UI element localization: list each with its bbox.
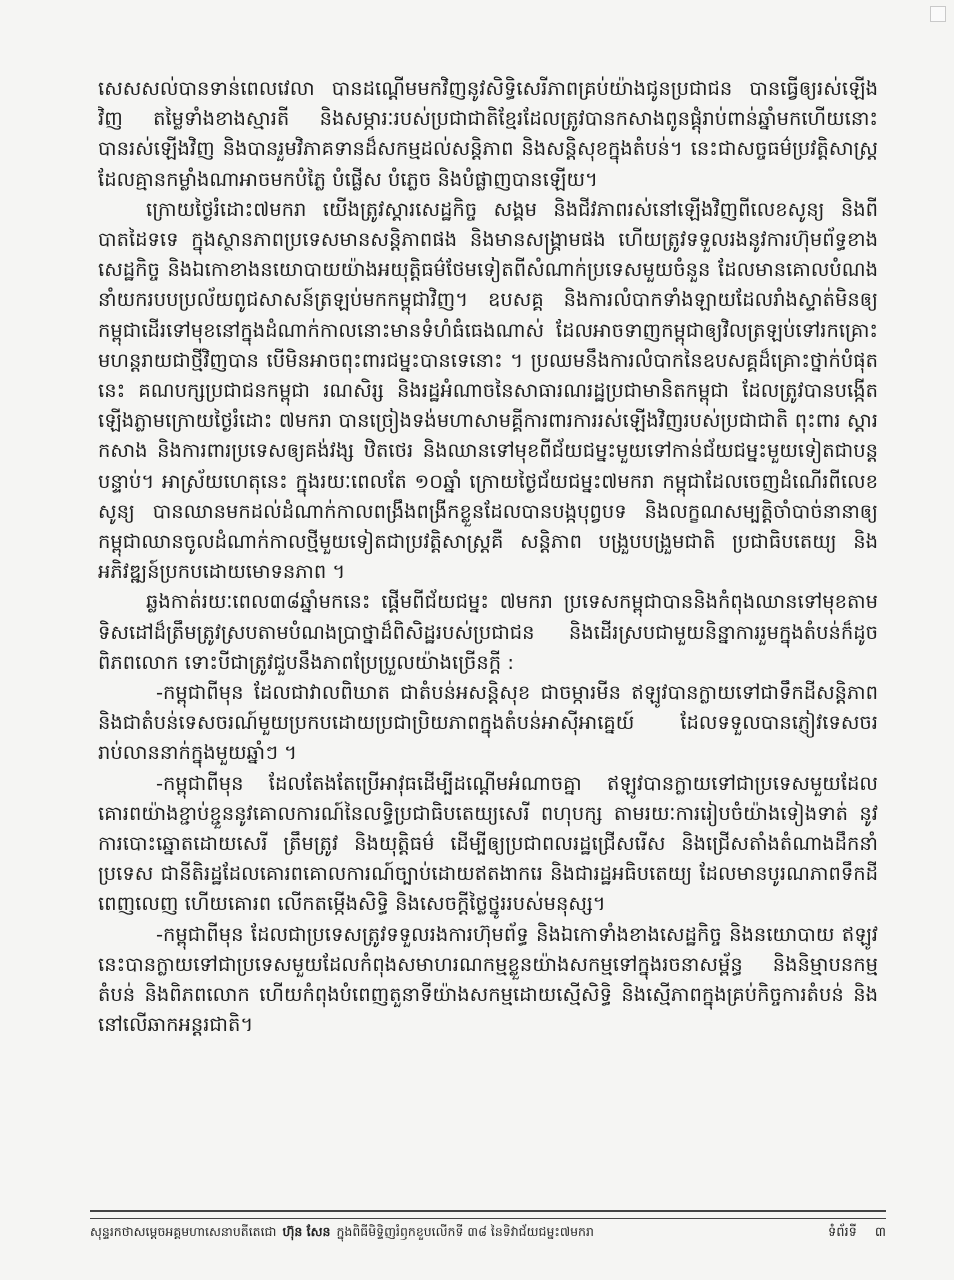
footer-speech-title: សុន្ទរកថាសម្តេចអគ្គមហាសេនាបតីតេជោ [90,1224,277,1239]
paragraph-38-years: ឆ្លងកាត់រយៈពេល៣៨ឆ្នាំមកនេះ ផ្តើមពីជ័យជម្នះ ៧មករា ប្រទេសកម្ពុជាបាននិងកំពុងឈានទៅមុខតាមទិសដៅដ៏ត្រឹមត្រូវស្របតាមបំណងប្រាថ្នាដ៏ពិសិដ្ឋរបស់ប្រជាជន និងដើរស្របជាមួយនិន្នាការរួមក្នុងតំបន់ក៏ដូចពិភពលោក ទោះបីជាត្រូវជួបនឹងភាពប្រែប្រួលយ៉ាងច្រើនក្តី : [98,590,878,674]
page-label: ទំព័រទី [828,1225,857,1240]
page-number: ៣ [874,1225,886,1240]
footer-speaker-name: ហ៊ុន សែន [282,1224,331,1239]
page-number-block [810,1224,886,1243]
bullet-peace-tourism: -កម្ពុជាពីមុន ដែលជាវាលពិឃាត ជាតំបន់អសន្តិសុខ ជាចម្ការមីន ឥឡូវបានក្លាយទៅជាទឹកដីសន្តិភាព និងជាតំបន់ទេសចរណ៍មួយប្រកបដោយប្រជាប្រិយភាពក្នុងតំបន់អាស៊ីអាគ្នេយ៍ ដែលទទួលបានភ្ញៀវទេសចររាប់លាននាក់ក្នុងមួយឆ្នាំៗ ។ [98,681,878,765]
paragraph-continuation: សេសសល់បានទាន់ពេលវេលា បានដណ្តើមមកវិញនូវសិទ្ធិសេរីភាពគ្រប់យ៉ាងជូនប្រជាជន បានធ្វើឲ្យរស់ឡើងវិញ តម្លៃទាំងខាងស្មារតី និងសម្ភារៈរបស់ប្រជាជាតិខ្មែរដែលត្រូវបានកសាងពូនផ្តុំរាប់ពាន់ឆ្នាំមកហើយនោះ បានរស់ឡើងវិញ និងបានរួមវិភាគទានដ៏សកម្មដល់សន្តិភាព និងសន្តិសុខក្នុងតំបន់។ នេះជាសច្ចធម៌ប្រវត្តិសាស្រ្ត ដែលគ្មានកម្លាំងណាអាចមកបំភ្លៃ បំផ្លើស បំភ្លេច និងបំផ្លាញបានឡើយ។ [98,77,878,191]
paragraph-reconstruction: ក្រោយថ្ងៃរំដោះ៧មករា យើងត្រូវស្តារសេដ្ឋកិច្ច សង្គម និងជីវភាពរស់នៅឡើងវិញពីលេខសូន្យ និងពីបាតដៃទទេ ក្នុងស្ថានភាពប្រទេសមានសន្តិភាពផង និងមានសង្គ្រាមផង ហើយត្រូវទទួលរងនូវការហ៊ុមព័ទ្ធខាងសេដ្ឋកិច្ច និងឯកោខាងនយោបាយយ៉ាងអយុត្តិធម៌ថែមទៀតពីសំណាក់ប្រទេសមួយចំនួន ដែលមានគោលបំណងនាំយករបបប្រល័យពូជសាសន៍ត្រឡប់មកកម្ពុជាវិញ។ ឧបសគ្គ និងការលំបាកទាំងឡាយដែលរាំងស្ទាត់មិនឲ្យកម្ពុជាដើរទៅមុខនៅក្នុងដំណាក់កាលនោះមានទំហំធំធេងណាស់ ដែលអាចទាញកម្ពុជាឲ្យវិលត្រឡប់ទៅរកគ្រោះមហន្តរាយជាថ្មីវិញបាន បើមិនអាចពុះពារជម្នះបានទេនោះ ។ ប្រឈមនឹងការលំបាកនៃឧបសគ្គដ៏គ្រោះថ្នាក់បំផុតនេះ គណបក្សប្រជាជនកម្ពុជា រណសិរ្ស និងរដ្ឋអំណាចនៃសាធារណរដ្ឋប្រជាមានិតកម្ពុជា ដែលត្រូវបានបង្កើតឡើងភ្លាមក្រោយថ្ងៃរំដោះ ៧មករា បានច្រៀងទង់មហាសាមគ្គីការពារការរស់ឡើងវិញរបស់ប្រជាជាតិ ពុះពារ ស្តារ កសាង និងការពារប្រទេសឲ្យគង់វង្ស ឋិតថេរ និងឈានទៅមុខពីជ័យជម្នះមួយទៅកាន់ជ័យជម្នះមួយទៀតជាបន្តបន្ទាប់។ អាស្រ័យហេតុនេះ ក្នុងរយៈពេលតែ ១០ឆ្នាំ ក្រោយថ្ងៃជ័យជម្នះ៧មករា កម្ពុជាដែលចេញដំណើរពីលេខសូន្យ បានឈានមកដល់ដំណាក់កាលពង្រឹងពង្រីកខ្លួនដែលបានបង្កបុព្វបទ និងលក្ខណសម្បត្តិចាំបាច់នានាឲ្យកម្ពុជាឈានចូលដំណាក់កាលថ្មីមួយទៀតជាប្រវត្តិសាស្ត្រគឺ សន្តិភាព បង្រួបបង្រួមជាតិ ប្រជាធិបតេយ្យ និងអភិវឌ្ឍន៍ប្រកបដោយមោទនភាព ។ [98,197,878,584]
bullet-democracy: -កម្ពុជាពីមុន ដែលតែងតែប្រើអាវុធដើម្បីដណ្តើមអំណាចគ្នា ឥឡូវបានក្លាយទៅជាប្រទេសមួយដែលគោរពយ៉ាងខ្ជាប់ខ្ជួននូវគោលការណ៍នៃលទ្ធិប្រជាធិបតេយ្យសេរី ពហុបក្ស តាមរយៈការរៀបចំយ៉ាងទៀងទាត់ នូវការបោះឆ្នោតដោយសេរី ត្រឹមត្រូវ និងយុត្តិធម៌ ដើម្បីឲ្យប្រជាពលរដ្ឋជ្រើសរើស និងជ្រើសតាំងតំណាងដឹកនាំប្រទេស ជានីតិរដ្ឋដែលគោរពគោលការណ៍ច្បាប់ដោយឥតងាករេ និងជារដ្ឋអធិបតេយ្យ ដែលមានបូរណភាពទឹកដីពេញលេញ ហើយគោរព លើកតម្កើងសិទ្ធិ និងសេចក្តីថ្លៃថ្នូររបស់មនុស្ស។ [98,771,878,916]
body-text [98,74,878,1164]
page-footer [90,1224,886,1248]
scan-corner-mark [930,6,946,22]
footer-event: ក្នុងពិធីមិទ្ទិញរំឭកខួបលើកទី ៣៨ នៃទិវាជ័យជម្នះ៧មករា [336,1224,594,1239]
footer-divider [90,1210,886,1219]
bullet-integration: -កម្ពុជាពីមុន ដែលជាប្រទេសត្រូវទទួលរងការហ៊ុមព័ទ្ធ និងឯកោទាំងខាងសេដ្ឋកិច្ច និងនយោបាយ ឥឡូវនេះបានក្លាយទៅជាប្រទេសមួយដែលកំពុងសមាហរណកម្មខ្លួនយ៉ាងសកម្មទៅក្នុងរចនាសម្ព័ន្ធ និងនិម្មាបនកម្មតំបន់ និងពិភពលោក ហើយកំពុងបំពេញតួនាទីយ៉ាងសកម្មដោយស្មើសិទ្ធិ និងស្មើភាពក្នុងគ្រប់កិច្ចការតំបន់ និងនៅលើឆាកអន្តរជាតិ។ [98,922,878,1037]
